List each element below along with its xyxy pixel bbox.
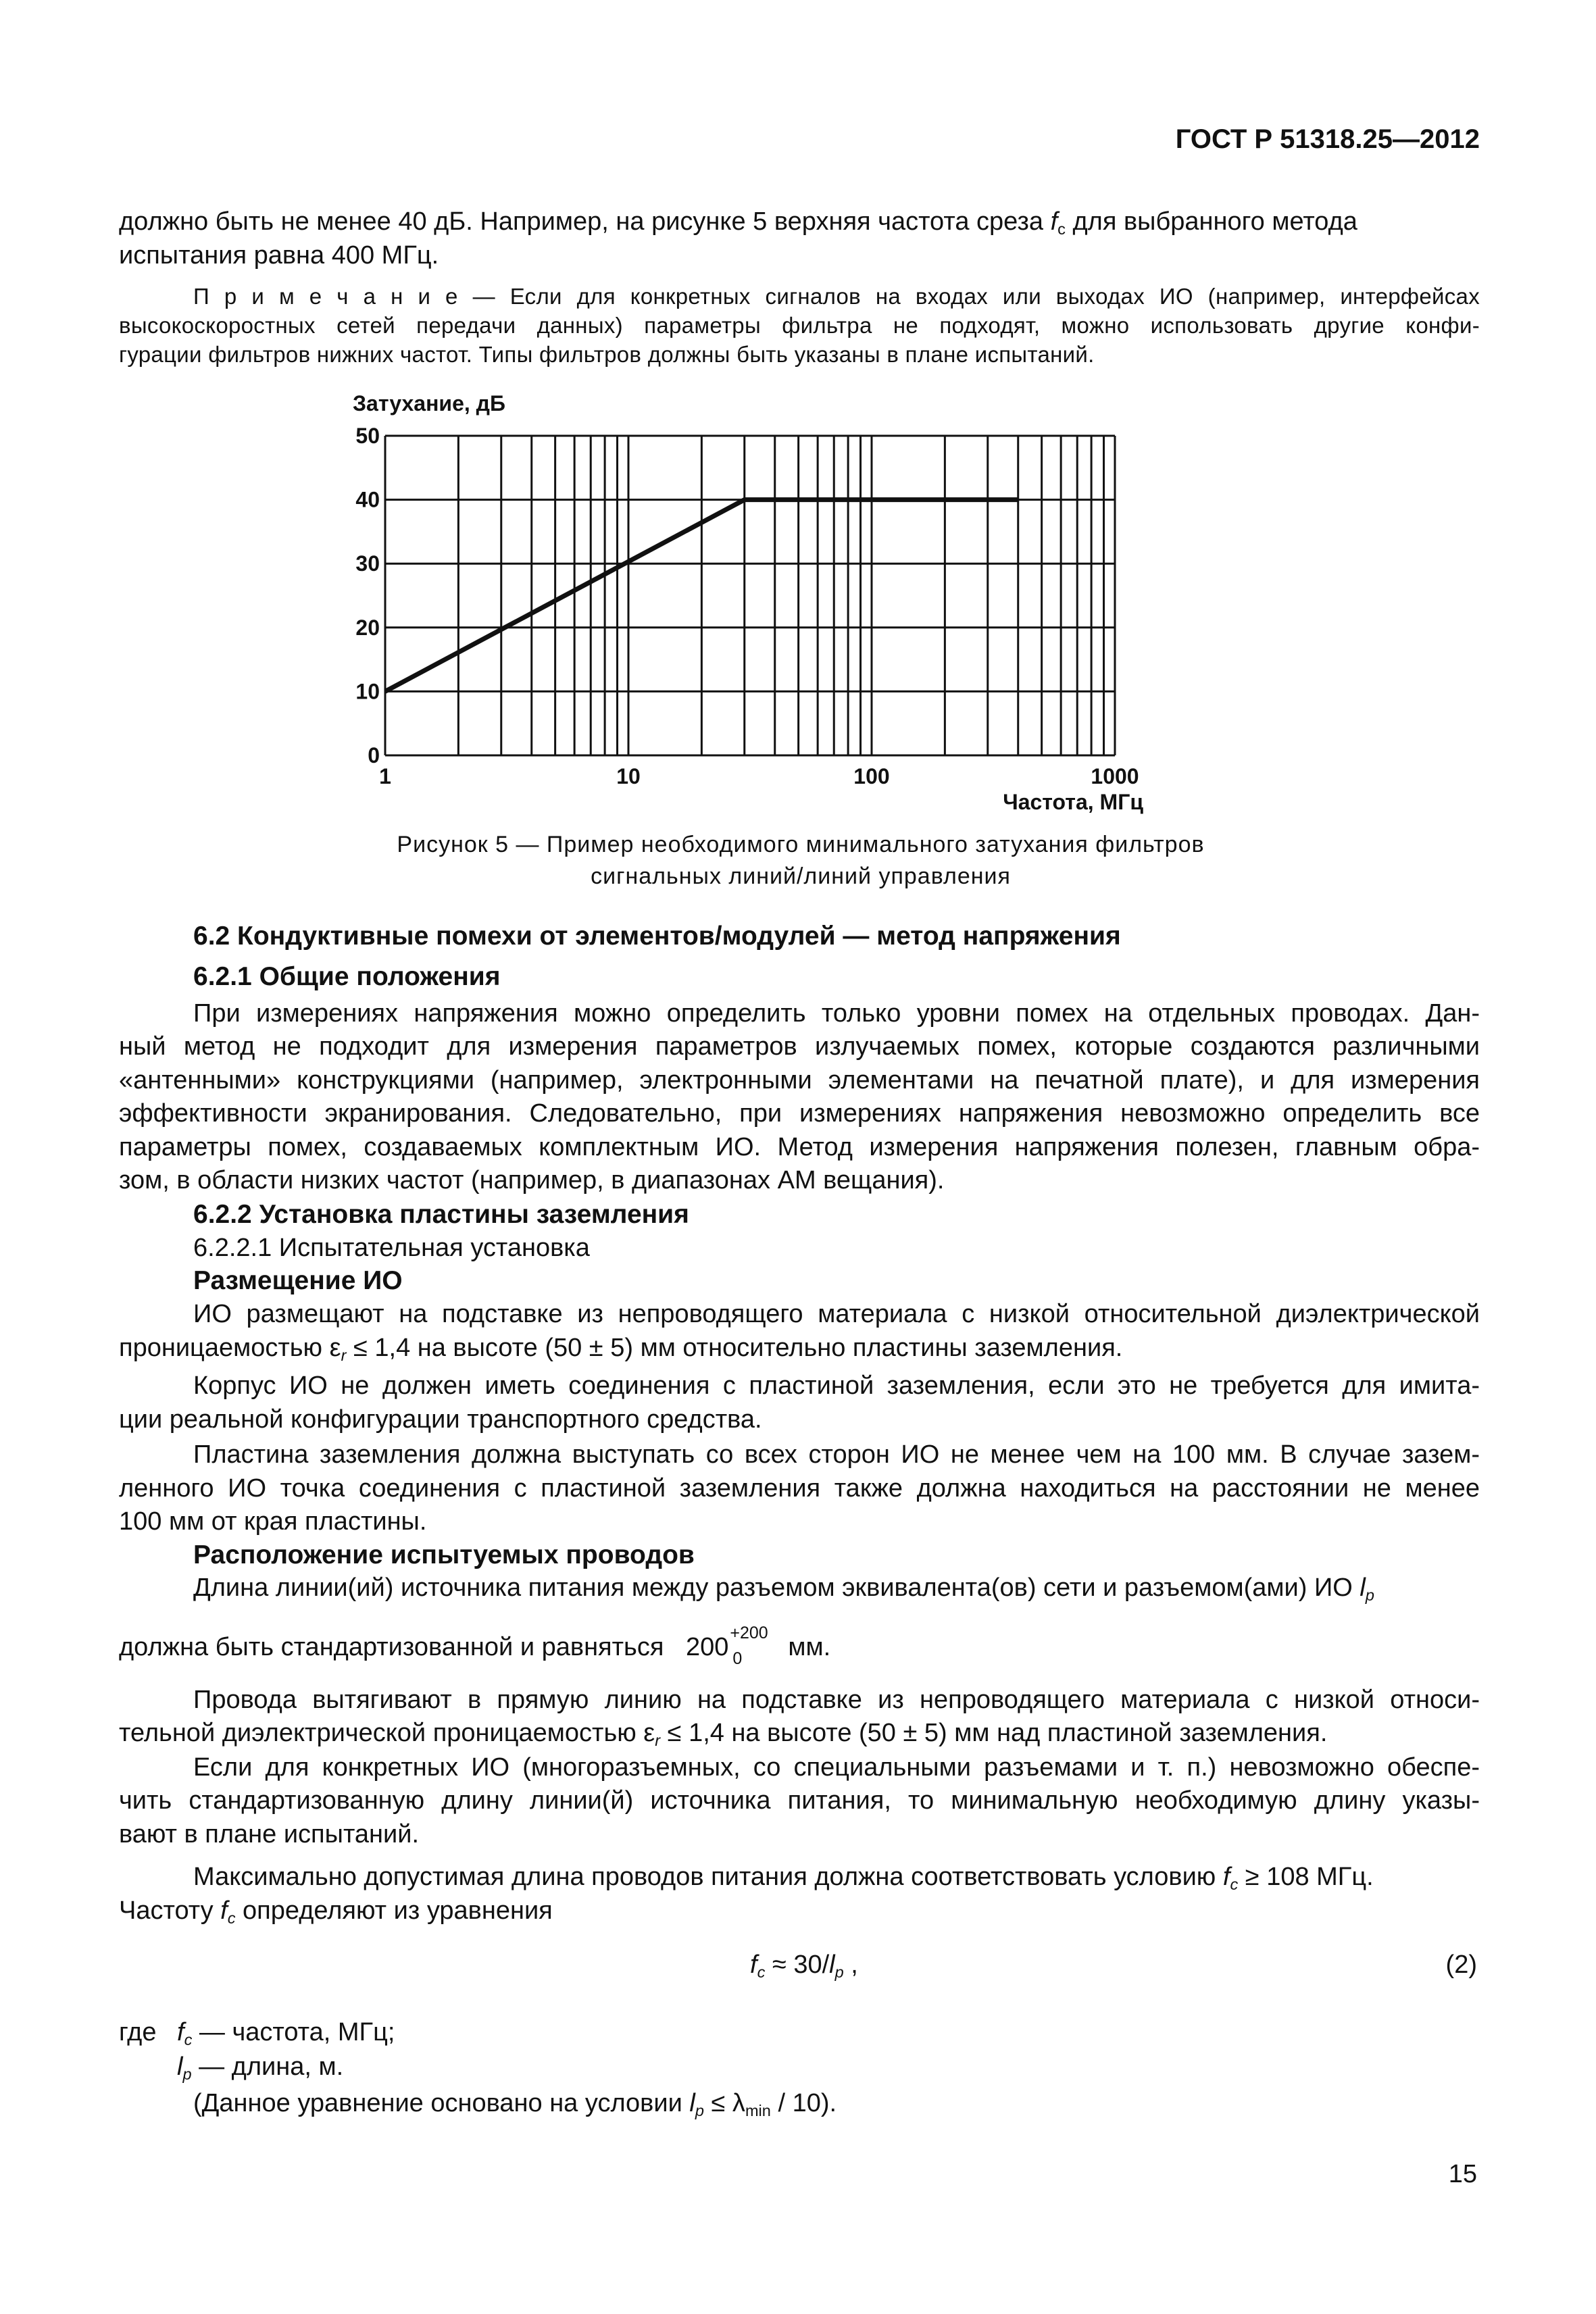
pA-line-2-a: проницаемостью ε <box>119 1334 341 1362</box>
formula-f: f <box>750 1951 757 1979</box>
equation-basis <box>193 2088 837 2126</box>
pG-line-2-b: определяют из уравнения <box>243 1896 553 1925</box>
tolerance-upper: +200 <box>730 1624 768 1642</box>
y-tick-label: 20 <box>355 615 380 640</box>
pG-line-1-b: ≥ 108 МГц. <box>1238 1863 1374 1891</box>
intro-line-2: испытания равна 400 МГц. <box>119 241 439 270</box>
var-l: l <box>1360 1574 1366 1602</box>
pA-line-2 <box>119 1332 1122 1371</box>
sub-p: p <box>1365 1586 1374 1605</box>
y-tick-label: 40 <box>355 487 380 512</box>
placement-title: Размещение ИО <box>193 1266 403 1295</box>
y-tick-labels <box>355 424 380 768</box>
pA-line-2-b: ≤ 1,4 на высоте (50 ± 5) мм относительно пластины заземления. <box>346 1334 1123 1362</box>
sub-c-3: c <box>227 1909 236 1928</box>
pF-line-3: вают в плане испытаний. <box>119 1820 420 1848</box>
formula-l: l <box>829 1951 835 1979</box>
note-line-2: высокоскоростных сетей передачи данных) параметры фильтра не подходят, можно использовать другие конфи- <box>119 313 1480 338</box>
intro-line-1-b: для выбранного метода <box>1072 207 1357 236</box>
note-text-1: — Если для конкретных сигналов на входах или выходах ИО (например, интерфейсах <box>472 284 1480 309</box>
basis-a: (Данное уравнение основано на условии <box>193 2089 682 2117</box>
formula-end: , <box>843 1951 858 1979</box>
pG-line-2 <box>119 1895 553 1934</box>
formula-mid: ≈ 30/ <box>765 1951 830 1979</box>
y-tick-label: 0 <box>368 743 380 768</box>
pD-line-1-a: Длина линии(ий) источника питания между разъемом эквивалента(ов) сети и разъемом(ами) ИО <box>193 1574 1353 1602</box>
pE-line-2-a: тельной диэлектрической проницаемостью ε <box>119 1719 655 1747</box>
basis-c: / 10). <box>770 2089 837 2117</box>
def-text-2: — длина, м. <box>199 2053 344 2081</box>
s621-line-1: При измерениях напряжения можно определить только уровни помех на отдельных проводах. Дан- <box>193 999 1480 1028</box>
s621-line-3: «антенными» конструкциями (например, электронными элементами на печатной плате), и для измерения <box>119 1066 1480 1095</box>
length-main: 200 <box>685 1633 729 1661</box>
document-code: ГОСТ Р 51318.25—2012 <box>1175 124 1480 154</box>
basis-sub-min: min <box>745 2102 771 2120</box>
pC-line-2: ленного ИО точка соединения с пластиной заземления также должна находиться на расстоянии не менее <box>119 1474 1480 1503</box>
x-axis-label: Частота, МГц <box>1003 790 1143 814</box>
basis-sub-p: p <box>695 2102 704 2120</box>
x-tick-labels <box>379 764 1139 788</box>
y-tick-label: 10 <box>355 679 380 704</box>
pG-line-1 <box>193 1861 1374 1900</box>
page-number: 15 <box>1448 2160 1477 2188</box>
length-unit: мм. <box>788 1633 831 1661</box>
tolerance <box>728 1624 773 1668</box>
figure-caption-line-2: сигнальных линий/линий управления <box>591 863 1011 889</box>
pA-line-1: ИО размещают на подставке из непроводящего материала с низкой относительной диэлектрической <box>193 1300 1480 1328</box>
sub-c-2: c <box>1230 1876 1239 1894</box>
var-f-3: f <box>220 1896 228 1925</box>
definition-fc <box>177 2017 395 2055</box>
pG-line-1-a: Максимально допустимая длина проводов питания должна соответствовать условию <box>193 1863 1216 1891</box>
y-tick-label: 30 <box>355 551 380 576</box>
formula-f-sub: c <box>757 1963 766 1982</box>
pC-line-3: 100 мм от края пластины. <box>119 1507 427 1536</box>
def-sub-p: p <box>182 2065 192 2084</box>
section-6-2-title: 6.2 Кондуктивные помехи от элементов/модулей — метод напряжения <box>193 922 1121 951</box>
length-value <box>685 1624 773 1668</box>
where-word: где <box>119 2018 157 2046</box>
pD-line-2-a: должна быть стандартизованной и равняться <box>119 1633 664 1661</box>
x-tick-label: 1 <box>379 764 391 788</box>
section-6-2-1-title: 6.2.1 Общие положения <box>193 962 501 991</box>
pE-line-1: Провода вытягивают в прямую линию на подставке из непроводящего материала с низкой относи- <box>193 1686 1480 1714</box>
tolerance-lower: 0 <box>732 1649 743 1668</box>
basis-var-l: l <box>689 2089 695 2117</box>
pF-line-1: Если для конкретных ИО (многоразъемных, со специальными разъемами и т. п.) невозможно обеспе- <box>193 1753 1480 1782</box>
intro-line-1-a: должно быть не менее 40 дБ. Например, на рисунке 5 верхняя частота среза <box>119 207 1044 236</box>
sub-r: r <box>341 1347 347 1365</box>
sub-c: c <box>1057 220 1066 238</box>
note-line-1 <box>193 282 1480 311</box>
sub-r-2: r <box>655 1732 661 1750</box>
var-f-2: f <box>1222 1863 1230 1891</box>
y-axis-label: Затухание, дБ <box>353 391 505 416</box>
pC-line-1: Пластина заземления должна выступать со всех сторон ИО не менее чем на 100 мм. В случае зазем- <box>193 1440 1480 1469</box>
x-tick-label: 100 <box>853 764 890 788</box>
chart-grid <box>385 436 1115 755</box>
s621-line-5: параметры помех, создаваемых комплектным ИО. Метод измерения напряжения полезен, главным обра- <box>119 1133 1480 1161</box>
note-line-3: гурации фильтров нижних частот. Типы фильтров должны быть указаны в плане испытаний. <box>119 342 1095 367</box>
pG-line-2-a: Частоту <box>119 1896 214 1925</box>
formula-l-sub: p <box>834 1963 844 1982</box>
figure-caption-line-1: Рисунок 5 — Пример необходимого минимального затухания фильтров <box>397 832 1205 857</box>
section-6-2-2-1-title: 6.2.2.1 Испытательная установка <box>193 1234 590 1262</box>
pD-line-2 <box>119 1624 831 1668</box>
def-var-f: f <box>177 2018 184 2046</box>
s621-line-4: эффективности экранирования. Следовательно, при измерениях напряжения невозможно определить все <box>119 1099 1480 1128</box>
section-6-2-2-title: 6.2.2 Установка пластины заземления <box>193 1200 689 1229</box>
pF-line-2: чить стандартизованную длину линии(й) источника питания, то минимальную необходимую длину указы- <box>119 1786 1480 1815</box>
pE-line-2 <box>119 1717 1327 1756</box>
basis-b: ≤ λ <box>703 2089 745 2117</box>
definition-lp <box>177 2051 343 2090</box>
formula <box>750 1949 858 1988</box>
y-tick-label: 50 <box>355 424 380 448</box>
attenuation-chart <box>338 385 1169 824</box>
intro-line-1 <box>119 206 1357 245</box>
def-sub-c: c <box>184 2031 193 2049</box>
x-tick-label: 1000 <box>1091 764 1139 788</box>
def-var-l: l <box>177 2053 183 2081</box>
pB-line-1: Корпус ИО не должен иметь соединения с пластиной заземления, если это не требуется для имита- <box>193 1372 1480 1400</box>
note-label: П р и м е ч а н и е <box>193 284 458 309</box>
def-text-1: — частота, МГц; <box>199 2018 395 2046</box>
s621-line-2: ный метод не подходит для измерения параметров излучаемых помех, которые создаются различными <box>119 1032 1480 1061</box>
pE-line-2-b: ≤ 1,4 на высоте (50 ± 5) мм над пластиной заземления. <box>660 1719 1328 1747</box>
x-tick-label: 10 <box>616 764 641 788</box>
formula-number: (2) <box>1445 1951 1477 1979</box>
pD-line-1 <box>193 1572 1374 1611</box>
wires-title: Расположение испытуемых проводов <box>193 1540 695 1569</box>
pB-line-2: ции реальной конфигурации транспортного средства. <box>119 1405 762 1434</box>
var-f: f <box>1050 207 1058 236</box>
s621-line-6: зом, в области низких частот (например, в диапазонах АМ вещания). <box>119 1166 945 1194</box>
